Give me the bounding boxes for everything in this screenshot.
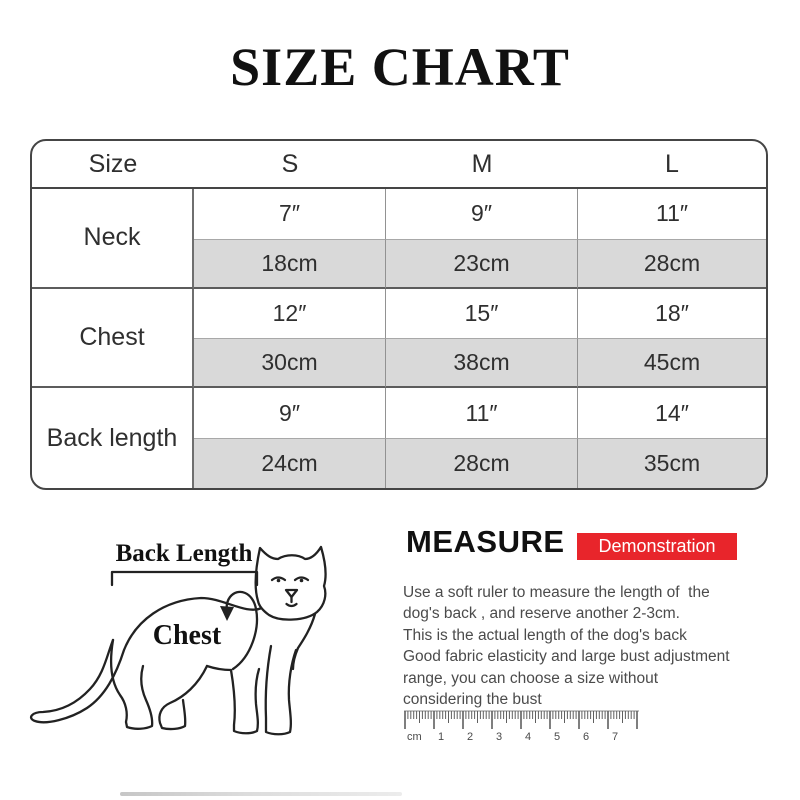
table-cell: 38cm (386, 338, 578, 388)
back-length-label: Back Length (115, 540, 253, 567)
measure-heading: MEASURE (406, 524, 565, 559)
table-cell: 28cm (386, 438, 578, 488)
size-table (30, 139, 768, 490)
cat-pupil-right (300, 579, 304, 583)
table-header-size: Size (32, 141, 194, 189)
ruler-number: 3 (496, 731, 503, 743)
table-cell: 11″ (386, 388, 578, 438)
ruler-number: 1 (438, 731, 445, 743)
table-cell: 23cm (386, 239, 578, 289)
table-cell: 9″ (194, 388, 386, 438)
table-cell: 28cm (578, 239, 766, 289)
table-cell: 18cm (194, 239, 386, 289)
chest-label: Chest (152, 620, 222, 651)
table-cell: 11″ (578, 189, 766, 239)
cat-hind-leg-front (159, 666, 207, 729)
cat-chest-front (293, 614, 315, 669)
ruler-unit-label: cm (407, 731, 422, 743)
table-cell: 9″ (386, 189, 578, 239)
ruler-number: 5 (554, 731, 561, 743)
row-label-neck: Neck (32, 189, 194, 289)
table-header-l: L (578, 141, 766, 189)
page-title: SIZE CHART (230, 37, 570, 97)
table-cell: 30cm (194, 338, 386, 388)
table-cell: 15″ (386, 289, 578, 339)
ruler-number: 6 (583, 731, 590, 743)
instruction-line: range, you can choose a size without (403, 669, 659, 687)
table-cell: 35cm (578, 438, 766, 488)
cat-pupil-left (277, 579, 281, 583)
cat-front-leg-left (231, 669, 259, 733)
measure-instructions (403, 582, 763, 710)
cat-hind-leg-rear (111, 640, 152, 729)
back-length-bracket (112, 572, 257, 585)
row-label-chest: Chest (32, 289, 194, 389)
ruler-graphic (400, 707, 648, 749)
table-cell: 14″ (578, 388, 766, 438)
ruler-numbers (438, 731, 618, 743)
ruler-number: 2 (467, 731, 474, 743)
table-cell: 12″ (194, 289, 386, 339)
cat-measurement-diagram (10, 528, 350, 753)
table-cell: 18″ (578, 289, 766, 339)
cat-head (256, 547, 326, 620)
table-header-s: S (194, 141, 386, 189)
demonstration-badge: Demonstration (577, 533, 737, 560)
instruction-line: Good fabric elasticity and large bust adjustment (403, 648, 730, 666)
row-label-back-length: Back length (32, 388, 194, 488)
cat-belly (207, 666, 231, 670)
instruction-line: Use a soft ruler to measure the length of the (403, 584, 710, 601)
table-header-m: M (386, 141, 578, 189)
chest-arrow-arc (227, 592, 257, 669)
ruler-number: 4 (525, 731, 532, 743)
bottom-divider-bar (120, 792, 402, 796)
instruction-line: dog's back , and reserve another 2-3cm. (403, 605, 680, 623)
ruler-number: 7 (612, 731, 619, 743)
table-cell: 45cm (578, 338, 766, 388)
instruction-line: considering the bust (403, 691, 542, 709)
instruction-line: This is the actual length of the dog's back (403, 626, 687, 644)
ruler-ticks (405, 711, 637, 729)
table-cell: 7″ (194, 189, 386, 239)
table-cell: 24cm (194, 438, 386, 488)
chest-arrow-head (220, 606, 234, 621)
cat-front-leg-right (266, 646, 296, 734)
